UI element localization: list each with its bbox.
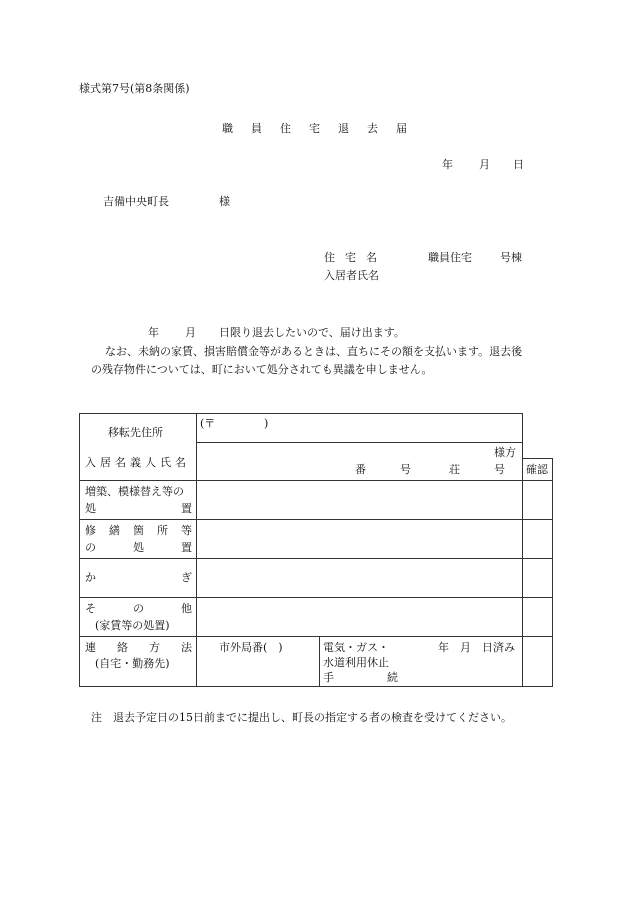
other-char: そ <box>85 602 96 615</box>
repair-line1 <box>85 523 192 538</box>
contact-char: 方 <box>149 641 160 654</box>
key-row-label <box>85 570 192 585</box>
resident-name-label: 入居者氏名 <box>324 269 379 282</box>
postal-open: (〒 <box>200 417 216 430</box>
house-name-value: 職員住宅 <box>428 251 472 264</box>
house-so: 荘 <box>449 463 460 476</box>
repair-char: 修 <box>85 524 96 537</box>
building-suffix: 号棟 <box>500 251 522 264</box>
key-char-b: ぎ <box>181 571 192 584</box>
utility-done: 年 月 日済み <box>438 641 515 654</box>
confirm-label: 確認 <box>526 463 548 476</box>
contact-line2: (自宅・勤務先) <box>95 657 170 670</box>
body-month: 月 <box>185 326 196 339</box>
date-year: 年 <box>442 158 453 171</box>
utility-line3 <box>323 670 398 685</box>
extension-line1: 増築、模様替え等の <box>85 485 184 498</box>
repair-char: 処 <box>133 541 144 554</box>
contact-line1 <box>85 640 192 655</box>
postal-close: ) <box>264 417 269 430</box>
house-go: 号 <box>400 463 411 476</box>
contact-char: 連 <box>85 641 96 654</box>
house-sama: 様方 <box>494 446 516 459</box>
repair-char: 置 <box>181 541 192 554</box>
repair-line2 <box>85 540 192 555</box>
other-line1 <box>85 601 192 616</box>
other-line2: (家賃等の処置) <box>95 619 170 632</box>
extension-line2 <box>85 501 192 516</box>
key-char-a: か <box>85 571 96 584</box>
repair-char: 所 <box>157 524 168 537</box>
extension-line2-b: 置 <box>181 502 192 515</box>
contact-char: 法 <box>181 641 192 654</box>
other-char: の <box>133 602 144 615</box>
body-line1-text: 日限り退去したいので、届け出ます。 <box>219 326 405 339</box>
addressee-name: 吉備中央町長 <box>103 195 169 208</box>
utility-line1: 電気・ガス・ <box>323 641 389 654</box>
body-year: 年 <box>148 326 159 339</box>
date-month: 月 <box>479 158 490 171</box>
repair-char: 等 <box>181 524 192 537</box>
body-line2: なお、未納の家賃、損害賠償金等があるときは、直ちにその額を支払います。退去後 <box>105 345 523 358</box>
footer-note: 注 退去予定日の15日前までに提出し、町長の指定する者の検査を受けてください。 <box>91 711 512 724</box>
body-line3: の残存物件については、町において処分されても異議を申しません。 <box>91 363 433 376</box>
document-title: 職員住宅退去届 <box>222 122 425 135</box>
house-go2: 号 <box>494 463 505 476</box>
house-ban: 番 <box>355 463 366 476</box>
extension-line2-a: 処 <box>85 502 96 515</box>
move-address-label: 移転先住所 <box>108 426 163 439</box>
repair-char: 箇 <box>133 524 144 537</box>
addressee-honorific: 様 <box>219 195 230 208</box>
utility-char-a: 手 <box>323 671 334 684</box>
form-number: 様式第7号(第8条関係) <box>79 82 190 95</box>
date-day: 日 <box>513 158 524 171</box>
resident-name-label-table: 入居名義人氏名 <box>85 456 190 469</box>
utility-char-b: 続 <box>387 671 398 684</box>
repair-char: の <box>85 541 96 554</box>
contact-char: 絡 <box>117 641 128 654</box>
contact-phone: 市外局番( ) <box>219 641 283 654</box>
utility-line2: 水道利用休止 <box>323 656 389 669</box>
other-char: 他 <box>181 602 192 615</box>
house-name-label: 住宅名 <box>324 251 387 264</box>
repair-char: 繕 <box>109 524 120 537</box>
